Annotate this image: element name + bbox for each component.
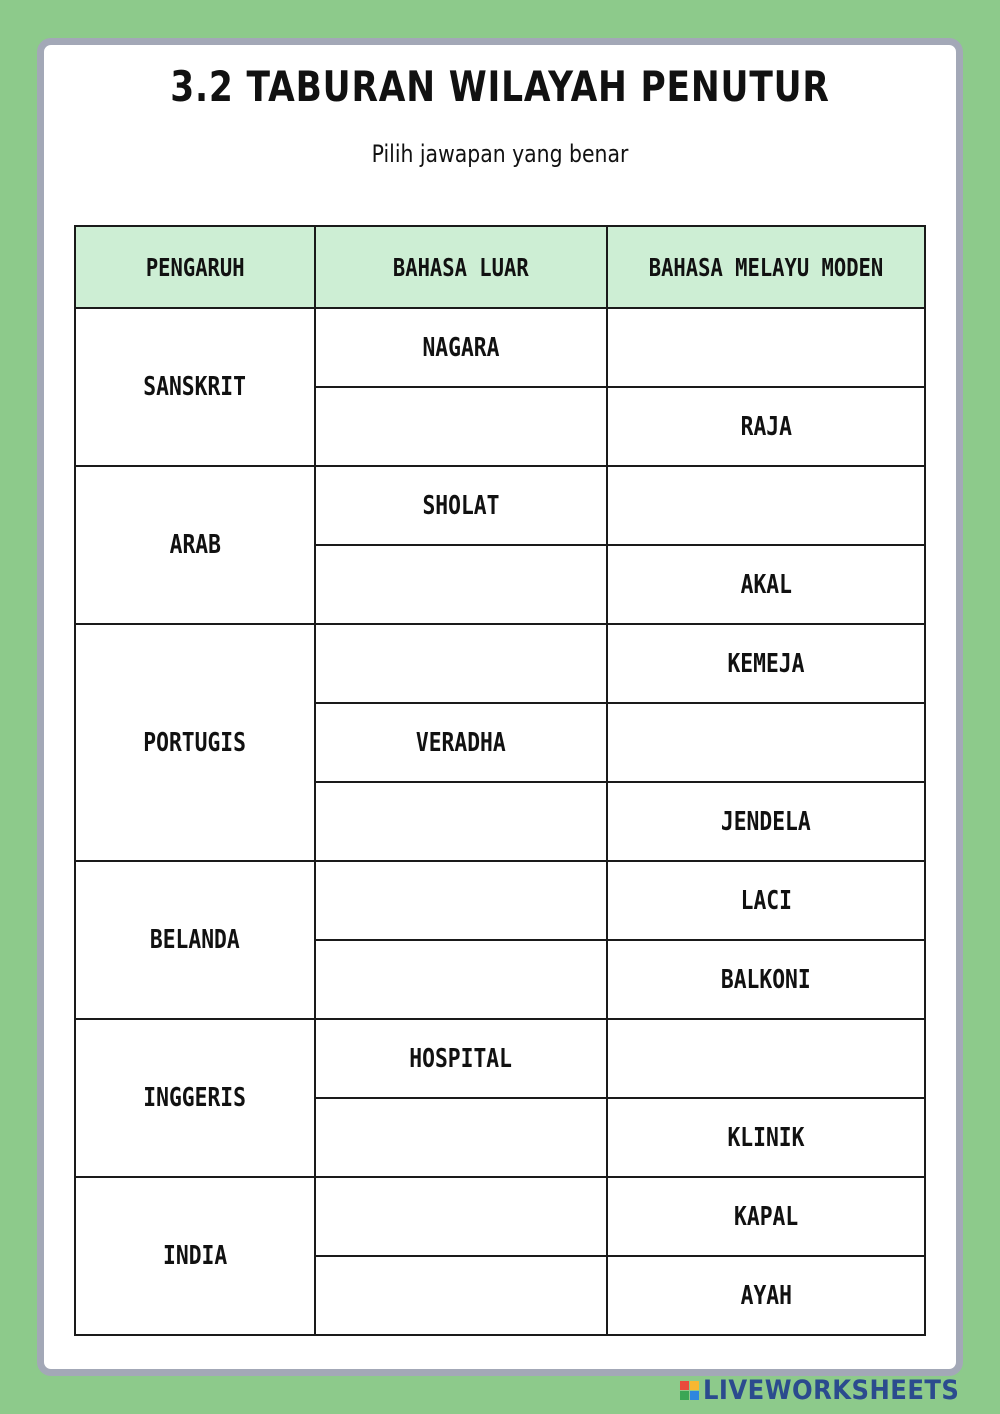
bahasa-melayu-cell[interactable] (607, 703, 925, 782)
bahasa-luar-cell[interactable] (315, 1256, 607, 1335)
bahasa-luar-cell[interactable] (315, 940, 607, 1019)
liveworksheets-logo[interactable] (680, 1375, 988, 1406)
bahasa-luar-cell[interactable]: HOSPITAL (315, 1019, 607, 1098)
logo-square-blue (690, 1391, 699, 1400)
bahasa-melayu-cell[interactable]: BALKONI (607, 940, 925, 1019)
bahasa-melayu-cell[interactable]: KLINIK (607, 1098, 925, 1177)
pengaruh-cell: INGGERIS (75, 1019, 315, 1177)
logo-square-green (680, 1391, 689, 1400)
table-row (75, 308, 925, 387)
bahasa-luar-cell[interactable] (315, 1098, 607, 1177)
bahasa-luar-cell[interactable] (315, 1177, 607, 1256)
pengaruh-cell: SANSKRIT (75, 308, 315, 466)
pengaruh-cell: INDIA (75, 1177, 315, 1335)
bahasa-luar-cell[interactable]: SHOLAT (315, 466, 607, 545)
bahasa-melayu-cell[interactable]: RAJA (607, 387, 925, 466)
column-header-bahasa-luar: BAHASA LUAR (315, 226, 607, 308)
instructions: Pilih jawapan yang benar (371, 140, 629, 168)
liveworksheets-brand-text: LIVEWORKSHEETS (703, 1375, 960, 1406)
pengaruh-cell: ARAB (75, 466, 315, 624)
bahasa-luar-cell[interactable] (315, 545, 607, 624)
logo-square-yellow (690, 1381, 699, 1390)
page-title: 3.2 TABURAN WILAYAH PENUTUR (170, 62, 830, 111)
answer-table (74, 225, 926, 1336)
column-header-bahasa-melayu-moden: BAHASA MELAYU MODEN (607, 226, 925, 308)
bahasa-luar-cell[interactable] (315, 782, 607, 861)
bahasa-melayu-cell[interactable]: AKAL (607, 545, 925, 624)
bahasa-melayu-cell[interactable]: AYAH (607, 1256, 925, 1335)
bahasa-melayu-cell[interactable] (607, 308, 925, 387)
table-row (75, 624, 925, 703)
table-row (75, 1019, 925, 1098)
bahasa-melayu-cell[interactable] (607, 1019, 925, 1098)
bahasa-melayu-cell[interactable]: LACI (607, 861, 925, 940)
table-header-row (75, 226, 925, 308)
table-row (75, 861, 925, 940)
pengaruh-cell: PORTUGIS (75, 624, 315, 861)
column-header-pengaruh: PENGARUH (75, 226, 315, 308)
bahasa-melayu-cell[interactable]: JENDELA (607, 782, 925, 861)
bahasa-luar-cell[interactable]: NAGARA (315, 308, 607, 387)
pengaruh-cell: BELANDA (75, 861, 315, 1019)
bahasa-luar-cell[interactable] (315, 387, 607, 466)
bahasa-luar-cell[interactable] (315, 861, 607, 940)
bahasa-melayu-cell[interactable]: KAPAL (607, 1177, 925, 1256)
bahasa-melayu-cell[interactable]: KEMEJA (607, 624, 925, 703)
table-row (75, 1177, 925, 1256)
bahasa-luar-cell[interactable]: VERADHA (315, 703, 607, 782)
liveworksheets-logo-icon (680, 1381, 699, 1400)
logo-square-red (680, 1381, 689, 1390)
table-row (75, 466, 925, 545)
bahasa-luar-cell[interactable] (315, 624, 607, 703)
bahasa-melayu-cell[interactable] (607, 466, 925, 545)
